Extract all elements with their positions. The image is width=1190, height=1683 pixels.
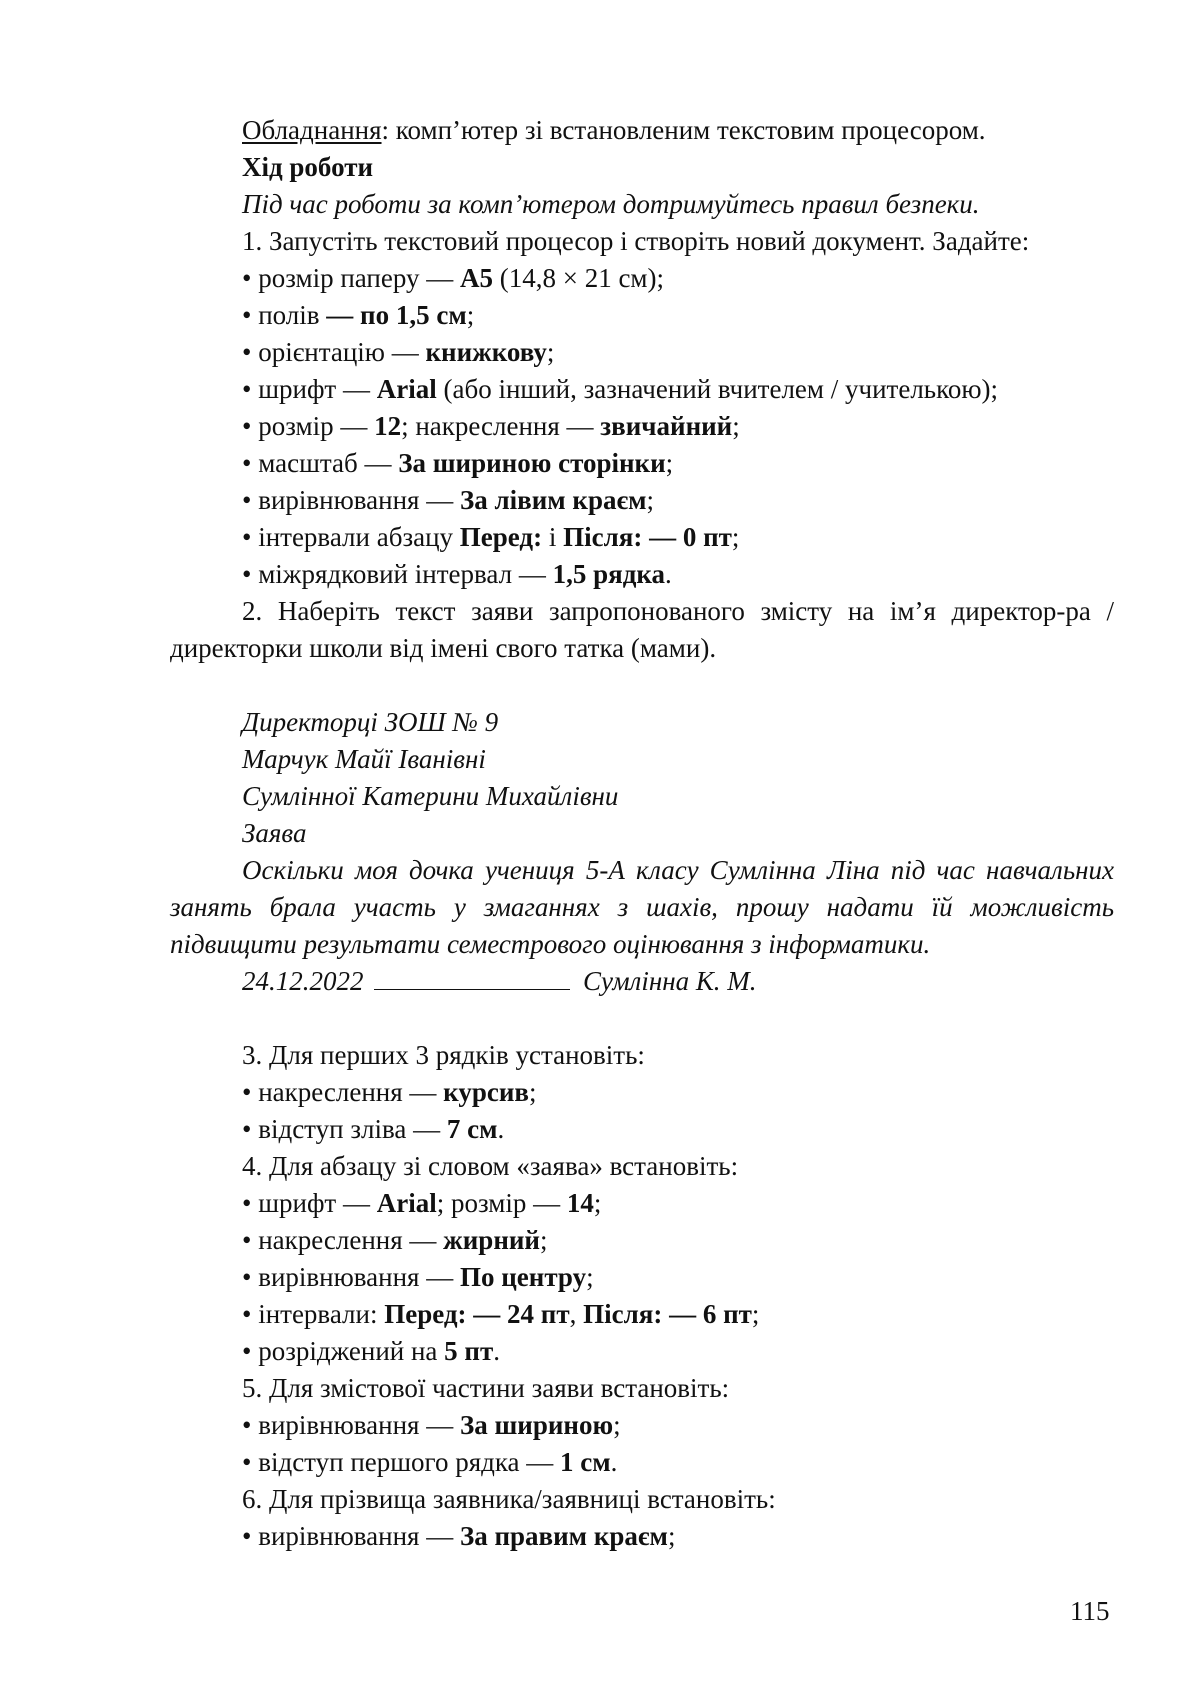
- step-6-intro: 6. Для прізвища заявника/заявниці встановіть:: [242, 1484, 776, 1514]
- step-1-size: • розмір — 12; накреслення — звичайний;: [242, 411, 740, 441]
- safety-note: Під час роботи за комп’ютером дотримуйтесь правил безпеки.: [242, 189, 980, 219]
- step-1-orientation: • орієнтацію — книжкову;: [242, 337, 555, 367]
- application-recipient-title: Директорці ЗОШ № 9: [242, 707, 499, 737]
- application-title: Заява: [242, 818, 307, 848]
- step-1-intro: 1. Запустіть текстовий процесор і створіть новий документ. Задайте:: [242, 226, 1030, 256]
- page-content: [170, 112, 1114, 1555]
- step-5-indent: • відступ першого рядка — 1 см.: [242, 1447, 618, 1477]
- step-1-font: • шрифт — Arial (або інший, зазначений вчителем / учителькою);: [242, 374, 999, 404]
- application-body: Оскільки моя дочка учениця 5-А класу Сумлінна Ліна під час навчальних занять брала участь у змаганнях з шахів, прошу надати їй можливість підвищити результати семестрового оцінювання з інформатики.: [170, 855, 1114, 959]
- application-recipient-name: Марчук Майї Іванівні: [242, 744, 486, 774]
- step-3-intro: 3. Для перших 3 рядків установіть:: [242, 1040, 645, 1070]
- step-1-margins: • полів — по 1,5 см;: [242, 300, 475, 330]
- step-4-spacing: • розріджений на 5 пт.: [242, 1336, 500, 1366]
- step-3-style: • накреслення — курсив;: [242, 1077, 537, 1107]
- application-signature: Сумлінна К. М.: [583, 966, 757, 996]
- step-1-line-spacing: • міжрядковий інтервал — 1,5 рядка.: [242, 559, 672, 589]
- step-4-intervals: • інтервали: Перед: — 24 пт, Після: — 6 пт;: [242, 1299, 760, 1329]
- step-1-scale: • масштаб — За шириною сторінки;: [242, 448, 674, 478]
- step-4-alignment: • вирівнювання — По центру;: [242, 1262, 594, 1292]
- signature-blank: [374, 967, 570, 990]
- step-4-intro: 4. Для абзацу зі словом «заява» встановіть:: [242, 1151, 739, 1181]
- step-2-text: 2. Наберіть текст заяви запропонованого змісту на ім’я директор-ра / директорки школи від імені свого татка (мами).: [170, 596, 1114, 663]
- step-5-intro: 5. Для змістової частини заяви встановіть:: [242, 1373, 730, 1403]
- step-3-indent: • відступ зліва — 7 см.: [242, 1114, 505, 1144]
- application-sender: Сумлінної Катерини Михайлівни: [242, 781, 619, 811]
- step-1-paper-size: • розмір паперу — А5 (14,8 × 21 см);: [242, 263, 665, 293]
- page-number: 115: [1070, 1596, 1110, 1626]
- equipment-line: Обладнання: комп’ютер зі встановленим текстовим процесором.: [242, 115, 986, 145]
- application-signature-line: [170, 963, 1114, 1000]
- step-1-paragraph-intervals: • інтервали абзацу Перед: і Після: — 0 пт;: [242, 522, 740, 552]
- step-4-style: • накреслення — жирний;: [242, 1225, 548, 1255]
- equipment-label: Обладнання: [242, 115, 382, 145]
- step-5-alignment: • вирівнювання — За шириною;: [242, 1410, 621, 1440]
- spacer: [170, 1000, 1114, 1037]
- application-date: 24.12.2022: [242, 966, 364, 996]
- step-1-alignment: • вирівнювання — За лівим краєм;: [242, 485, 655, 515]
- section-heading: Хід роботи: [242, 152, 374, 182]
- step-4-font: • шрифт — Arial; розмір — 14;: [242, 1188, 602, 1218]
- step-6-alignment: • вирівнювання — За правим краєм;: [242, 1521, 676, 1551]
- spacer: [170, 667, 1114, 704]
